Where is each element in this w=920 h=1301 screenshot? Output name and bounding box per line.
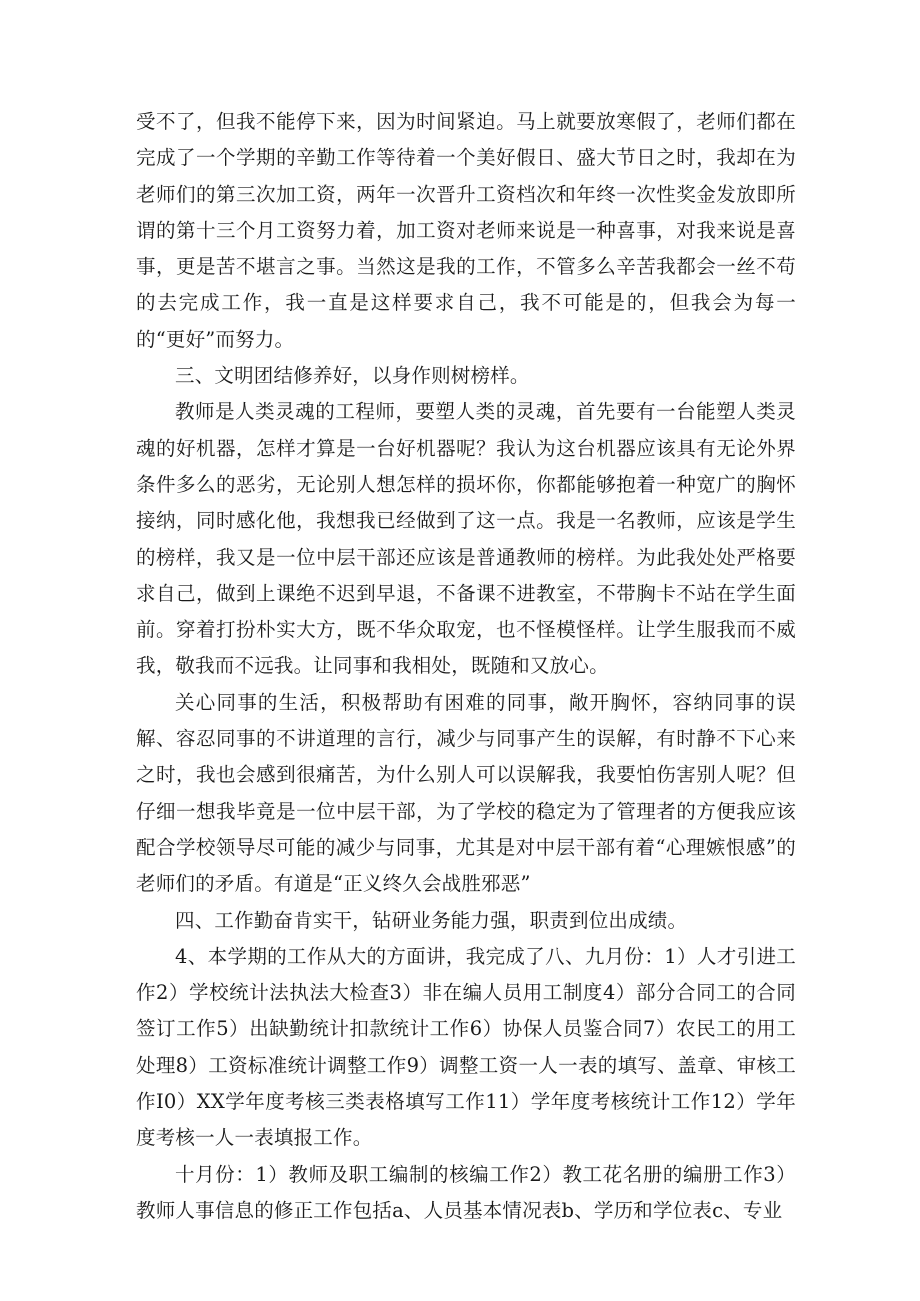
paragraph-teacher-role: 教师是人类灵魂的工程师，要塑人类的灵魂，首先要有一台能塑人类灵魂的好机器，怎样才算是一台好机器呢？我认为这台机器应该具有无论外界条件多么的恶劣，无论别人想怎样的损坏你，你都能够抱着一种宽广的胸怀接纳，同时感化他，我想我已经做到了这一点。我是一名教师，应该是学生的榜样，我又是一位中层干部还应该是普通教师的榜样。为此我处处严格要求自己，做到上课绝不迟到早退，不备课不进教室，不带胸卡不站在学生面前。穿着打扮朴实大方，既不华众取宠，也不怪模怪样。让学生服我而不威我，敬我而不远我。让同事和我相处，既随和又放心。 [136, 400, 796, 678]
paragraph-semester-work: 4、本学期的工作从大的方面讲，我完成了八、九月份：1）人才引进工作2）学校统计法执法大检查3）非在编人员用工制度4）部分合同工的合同签订工作5）出缺勤统计扣款统计工作6）协保人员鉴合同7）农民工的用工处理8）工资标准统计调整工作9）调整工资一人一表的填写、盖章、审核工作I0）XX学年度考核三类表格填写工作11）学年度考核统计工作12）学年度考核一人一表填报工作。 [136, 944, 796, 1150]
section-heading-three: 三、文明团结修养好，以身作则树榜样。 [175, 364, 530, 388]
document-body [136, 104, 796, 1229]
section-heading-four: 四、工作勤奋肯实干，钻研业务能力强，职责到位出成绩。 [175, 908, 688, 932]
paragraph-continued: 受不了，但我不能停下来，因为时间紧迫。马上就要放寒假了，老师们都在完成了一个学期的辛勤工作等待着一个美好假日、盛大节日之时，我却在为老师们的第三次加工资，两年一次晋升工资档次和年终一次性奖金发放即所谓的第十三个月工资努力着，加工资对老师来说是一种喜事，对我来说是喜事，更是苦不堪言之事。当然这是我的工作，不管多么辛苦我都会一丝不苟的去完成工作，我一直是这样要求自己，我不可能是的，但我会为每一的“更好”而努力。 [136, 110, 796, 351]
paragraph-colleagues: 关心同事的生活，积极帮助有困难的同事，敞开胸怀，容纳同事的误解、容忍同事的不讲道理的言行，减少与同事产生的误解，有时静不下心来之时，我也会感到很痛苦，为什么别人可以误解我，我要怕伤害别人呢？但仔细一想我毕竟是一位中层干部，为了学校的稳定为了管理者的方便我应该配合学校领导尽可能的减少与同事，尤其是对中层干部有着“心理嫉恨感”的老师们的矛盾。有道是“正义终久会战胜邪恶” [136, 690, 796, 896]
paragraph-october: 十月份：1）教师及职工编制的核编工作2）教工花名册的编册工作3）教师人事信息的修正工作包括a、人员基本情况表b、学历和学位表c、专业 [136, 1162, 796, 1222]
